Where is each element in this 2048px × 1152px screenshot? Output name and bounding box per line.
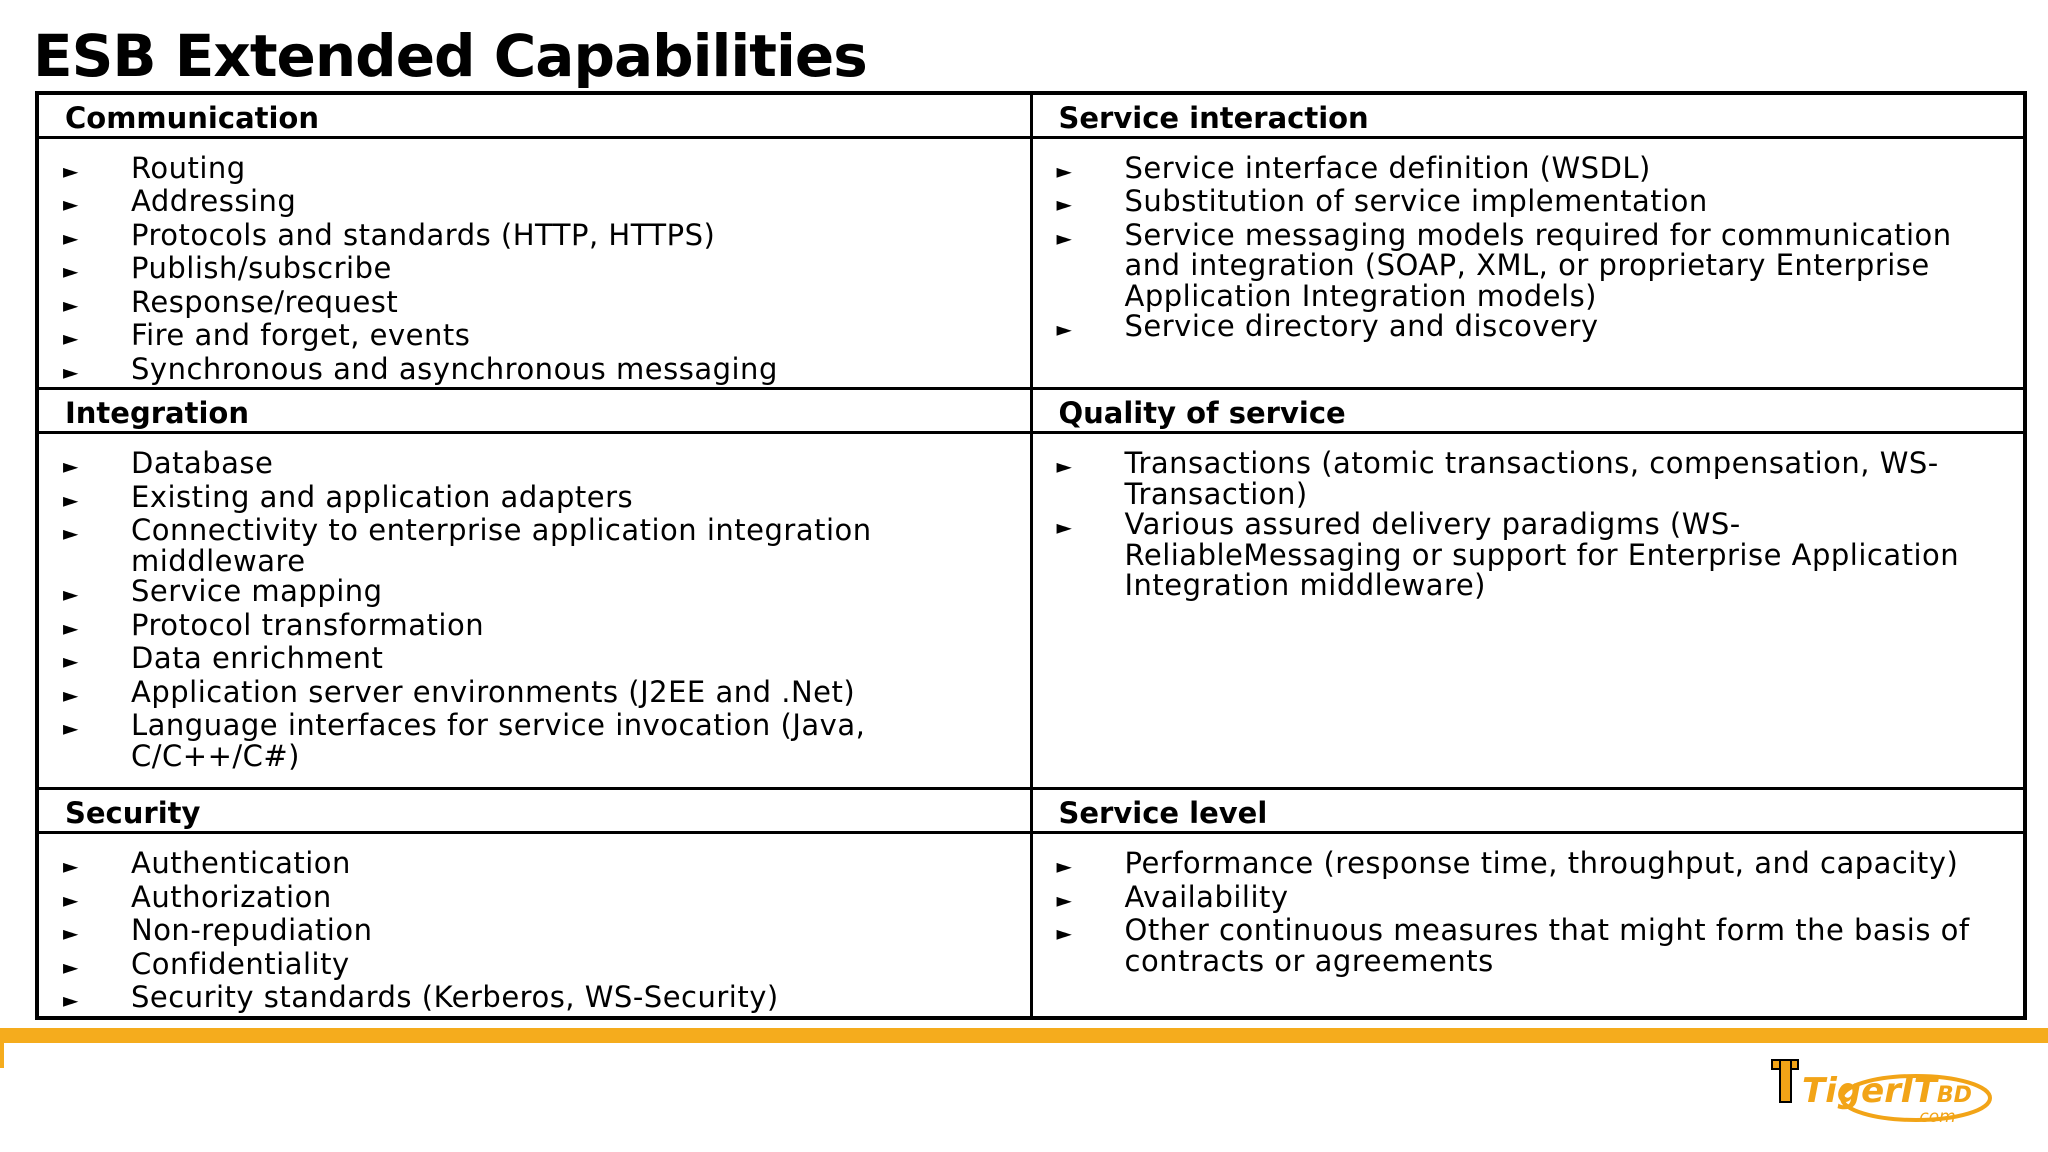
list-item-text: Security standards (Kerberos, WS-Security) bbox=[131, 980, 779, 1014]
integration-heading: Integration bbox=[37, 389, 1031, 433]
bullet-arrow-icon: ► bbox=[63, 716, 79, 740]
list-item-text: Availability bbox=[1124, 879, 1289, 914]
slide-title: ESB Extended Capabilities bbox=[33, 22, 867, 90]
capabilities-table bbox=[35, 91, 2027, 1020]
logo-t-stem bbox=[1780, 1060, 1791, 1102]
bullet-arrow-icon: ► bbox=[63, 521, 79, 545]
bullet-arrow-icon: ► bbox=[63, 854, 79, 878]
list-item bbox=[1057, 509, 2014, 601]
bullet-arrow-icon: ► bbox=[63, 454, 79, 478]
tigerit-logo bbox=[1768, 1052, 1996, 1130]
bullet-arrow-icon: ► bbox=[1056, 454, 1073, 478]
list-item bbox=[1057, 186, 2014, 220]
list-item-text: Routing bbox=[131, 150, 246, 185]
list-item bbox=[1057, 848, 2014, 882]
list-item bbox=[63, 915, 1020, 949]
bullet-arrow-icon: ► bbox=[1056, 317, 1073, 341]
list-item-text: Performance (response time, throughput, and capacity) bbox=[1124, 846, 1959, 880]
list-item-text: Other continuous measures that might form the basis of contracts or agreements bbox=[1124, 913, 1970, 978]
bullet-arrow-icon: ► bbox=[63, 887, 79, 912]
bullet-arrow-icon: ► bbox=[63, 988, 79, 1012]
security-heading: Security bbox=[37, 789, 1031, 833]
service-level-list bbox=[1033, 834, 2024, 976]
service-level-cell bbox=[1031, 833, 2025, 1018]
list-item bbox=[63, 448, 1020, 482]
list-item bbox=[63, 253, 1020, 287]
bullet-arrow-icon: ► bbox=[1056, 921, 1073, 945]
list-item-text: Database bbox=[131, 446, 274, 480]
list-item-text: Existing and application adapters bbox=[131, 479, 634, 514]
bullet-arrow-icon: ► bbox=[63, 292, 79, 317]
list-item bbox=[1056, 879, 2014, 916]
list-item bbox=[63, 576, 1020, 610]
list-item bbox=[63, 643, 1020, 677]
list-item bbox=[63, 607, 1020, 644]
bullet-arrow-icon: ► bbox=[63, 582, 79, 606]
bullet-arrow-icon: ► bbox=[1056, 515, 1073, 539]
bullet-arrow-icon: ► bbox=[1056, 192, 1073, 216]
list-item-text: Substitution of service implementation bbox=[1124, 184, 1708, 218]
logo-domain: .com bbox=[1914, 1107, 1956, 1127]
service-interaction-list bbox=[1033, 139, 2024, 345]
bullet-arrow-icon: ► bbox=[1056, 887, 1073, 912]
list-item-text: Non-repudiation bbox=[131, 913, 373, 947]
list-item-text: Confidentiality bbox=[131, 946, 350, 981]
bullet-arrow-icon: ► bbox=[63, 682, 79, 707]
list-item bbox=[63, 674, 1020, 711]
bullet-arrow-icon: ► bbox=[1056, 158, 1073, 183]
list-item-text: Synchronous and asynchronous messaging bbox=[131, 351, 778, 386]
bullet-arrow-icon: ► bbox=[63, 259, 79, 283]
list-item bbox=[63, 982, 1020, 1016]
list-item-text: Service mapping bbox=[131, 574, 383, 608]
list-item bbox=[63, 284, 1020, 321]
bullet-arrow-icon: ► bbox=[63, 615, 79, 640]
service-level-heading: Service level bbox=[1031, 789, 2025, 833]
list-item bbox=[63, 217, 1020, 254]
integration-list bbox=[39, 434, 1030, 771]
bullet-arrow-icon: ► bbox=[63, 359, 79, 384]
bullet-arrow-icon: ► bbox=[1056, 854, 1073, 878]
list-item bbox=[63, 515, 1020, 576]
list-item bbox=[1057, 311, 2014, 345]
list-item-text: Transactions (atomic transactions, compensation, WS-Transaction) bbox=[1124, 446, 1939, 511]
bullet-arrow-icon: ► bbox=[63, 192, 79, 216]
service-interaction-cell bbox=[1031, 137, 2025, 389]
list-item bbox=[63, 320, 1020, 354]
list-item bbox=[63, 879, 1020, 916]
security-list bbox=[39, 834, 1030, 1016]
list-item-text: Authorization bbox=[131, 879, 332, 914]
list-item-text: Authentication bbox=[131, 846, 351, 880]
bullet-arrow-icon: ► bbox=[63, 954, 79, 979]
list-item-text: Publish/subscribe bbox=[131, 251, 392, 285]
list-item-text: Protocol transformation bbox=[131, 607, 485, 642]
bullet-arrow-icon: ► bbox=[63, 326, 79, 350]
footer-accent-tick bbox=[0, 1028, 4, 1068]
communication-cell bbox=[37, 137, 1031, 389]
list-item bbox=[63, 150, 1020, 187]
bullet-arrow-icon: ► bbox=[63, 649, 79, 673]
list-item-text: Addressing bbox=[131, 184, 297, 218]
list-item-text: Application server environments (J2EE and .Net) bbox=[131, 674, 856, 709]
list-item bbox=[1057, 915, 2014, 976]
list-item bbox=[63, 479, 1020, 516]
list-item-text: Service messaging models required for communication and integration (SOAP, XML, or proprietary Enterprise Application Integration models) bbox=[1124, 217, 1952, 313]
bullet-arrow-icon: ► bbox=[63, 158, 79, 183]
footer-accent-bar bbox=[0, 1028, 2048, 1043]
list-item-text: Protocols and standards (HTTP, HTTPS) bbox=[131, 217, 716, 252]
list-item bbox=[63, 848, 1020, 882]
security-cell bbox=[37, 833, 1031, 1018]
list-item-text: Service interface definition (WSDL) bbox=[1124, 150, 1651, 185]
quality-of-service-list bbox=[1033, 434, 2024, 601]
list-item-text: Language interfaces for service invocation (Java, C/C++/C#) bbox=[131, 708, 866, 773]
bullet-arrow-icon: ► bbox=[1056, 225, 1073, 250]
list-item bbox=[63, 186, 1020, 220]
integration-cell bbox=[37, 433, 1031, 789]
list-item-text: Connectivity to enterprise application integration middleware bbox=[131, 513, 872, 578]
list-item bbox=[1057, 448, 2014, 509]
list-item-text: Data enrichment bbox=[131, 641, 384, 675]
list-item-text: Fire and forget, events bbox=[131, 318, 471, 352]
list-item bbox=[1056, 150, 2014, 187]
list-item-text: Various assured delivery paradigms (WS-ReliableMessaging or support for Enterprise Application Integration middleware) bbox=[1124, 507, 1960, 602]
logo-text: TigerITBD bbox=[1802, 1071, 1972, 1111]
list-item bbox=[63, 946, 1020, 983]
list-item bbox=[1056, 217, 2014, 313]
communication-list bbox=[39, 139, 1030, 388]
bullet-arrow-icon: ► bbox=[63, 225, 79, 250]
list-item bbox=[63, 710, 1020, 771]
list-item-text: Response/request bbox=[131, 284, 399, 319]
list-item bbox=[63, 351, 1020, 388]
service-interaction-heading: Service interaction bbox=[1031, 93, 2025, 137]
bullet-arrow-icon: ► bbox=[63, 921, 79, 945]
bullet-arrow-icon: ► bbox=[63, 487, 79, 512]
list-item-text: Service directory and discovery bbox=[1124, 309, 1599, 343]
quality-of-service-cell bbox=[1031, 433, 2025, 789]
communication-heading: Communication bbox=[37, 93, 1031, 137]
quality-of-service-heading: Quality of service bbox=[1031, 389, 2025, 433]
